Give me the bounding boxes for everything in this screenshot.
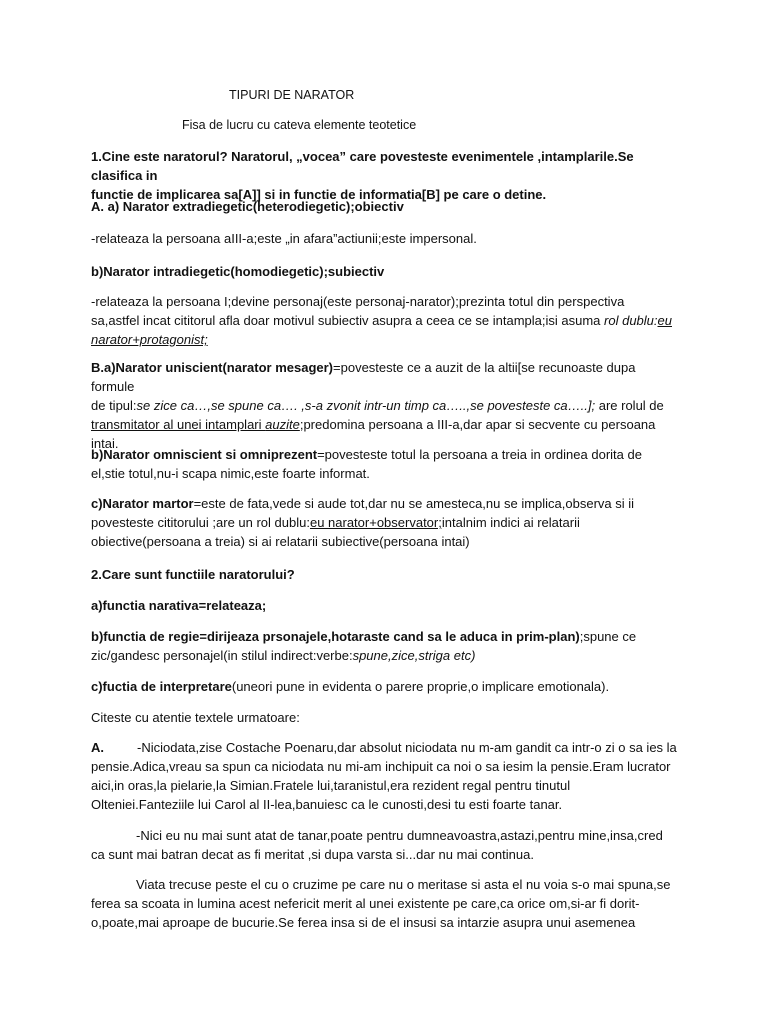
section-a-b-heading: b)Narator intradiegetic(homodiegetic);subiectiv [91, 264, 385, 279]
text-a-paragraph-1: A. -Niciodata,zise Costache Poenaru,dar absolut niciodata nu m-am gandit ca intr-o zi o sa ies la pensie.Adica,vreau sa spun ca niciodata nu mi-am inchipuit ca noi o sa iesim la pensie.Eram lucrator aici,in oras,la pielarie,la Simian.Fratele lui,taranistul,era rezident regal pentru tinutul Olteniei.Fanteziile lui Carol al II-lea,banuiesc ca le cunosti,desi tu esti foarte tanar. [91, 740, 677, 812]
question-1-line-2: functie de implicarea sa[A]] si in functie de informatia[B] pe care o detine. [91, 187, 547, 202]
reading-instruction: Citeste cu atentie textele urmatoare: [91, 710, 300, 725]
text-a-paragraph-3: Viata trecuse peste el cu o cruzime pe care nu o meritase si asta el nu voia s-o mai spuna,se ferea sa scoata in lumina acest nefericit merit al unei existente pe care,ca orice om,si-ar fi dorit- o,poate,mai aproape de bucurie.Se ferea insa si de el insusi sa intarzie asupra unui asemenea [91, 877, 671, 930]
section-a-b-description: -relateaza la persoana I;devine personaj(este personaj-narator);prezinta totul din perspectiva sa,astfel incat cititorul afla doar motivul subiectiv asupra a ceea ce se intampla;isi asuma rol dublu:eu narator+protagonist; [91, 294, 672, 347]
document-subtitle: Fisa de lucru cu cateva elemente teotetice [182, 118, 417, 132]
section-a-description: -relateaza la persoana aIII-a;este „in afara”actiunii;este impersonal. [91, 231, 477, 246]
question-2-heading: 2.Care sunt functiile naratorului? [91, 567, 295, 582]
section-b-a: B.a)Narator uniscient(narator mesager)=povesteste ce a auzit de la altii[se recunoaste dupa formule de tipul:se zice ca…,se spune ca…. ,s-a zvonit intr-un timp ca…..,se povesteste ca…..]; are rolul de transmitator al unei intamplari auzite;predomina persoana a III-a,dar apar si secvente cu persoana intai. [91, 360, 664, 451]
text-a-paragraph-2: -Nici eu nu mai sunt atat de tanar,poate pentru dumneavoastra,astazi,pentru mine,insa,cred ca sunt mai batran decat as fi meritat ,si dupa varsta si...dar nu mai continua. [91, 828, 663, 862]
question-1-line-1: 1.Cine este naratorul? Naratorul, „vocea” care povesteste evenimentele ,intamplarile.Se clasifica in [91, 149, 638, 183]
function-c: c)fuctia de interpretare(uneori pune in evidenta o parere proprie,o implicare emotionala). [91, 679, 610, 694]
function-a: a)functia narativa=relateaza; [91, 598, 267, 613]
section-b-c: c)Narator martor=este de fata,vede si aude tot,dar nu se amesteca,nu se implica,observa si ii povesteste cititorului ;are un rol dublu:eu narator+observator;intalnim indici ai relatarii obiective(persoana a treia) si ai relatarii subiective(persoana intai) [91, 496, 635, 549]
question-1 [91, 147, 681, 204]
section-a-heading: A. a) Narator extradiegetic(heterodiegetic);obiectiv [91, 199, 404, 214]
function-b: b)functia de regie=dirijeaza prsonajele,hotaraste cand sa le aduca in prim-plan);spune ce zic/gandesc personajel(in stilul indirect:verbe:spune,zice,striga etc) [91, 629, 637, 663]
section-b-b: b)Narator omniscient si omniprezent=povesteste totul la persoana a treia in ordinea dorita de el,stie totul,nu-i scapa nimic,este foarte informat. [91, 447, 642, 481]
document-title: TIPURI DE NARATOR [229, 88, 355, 102]
